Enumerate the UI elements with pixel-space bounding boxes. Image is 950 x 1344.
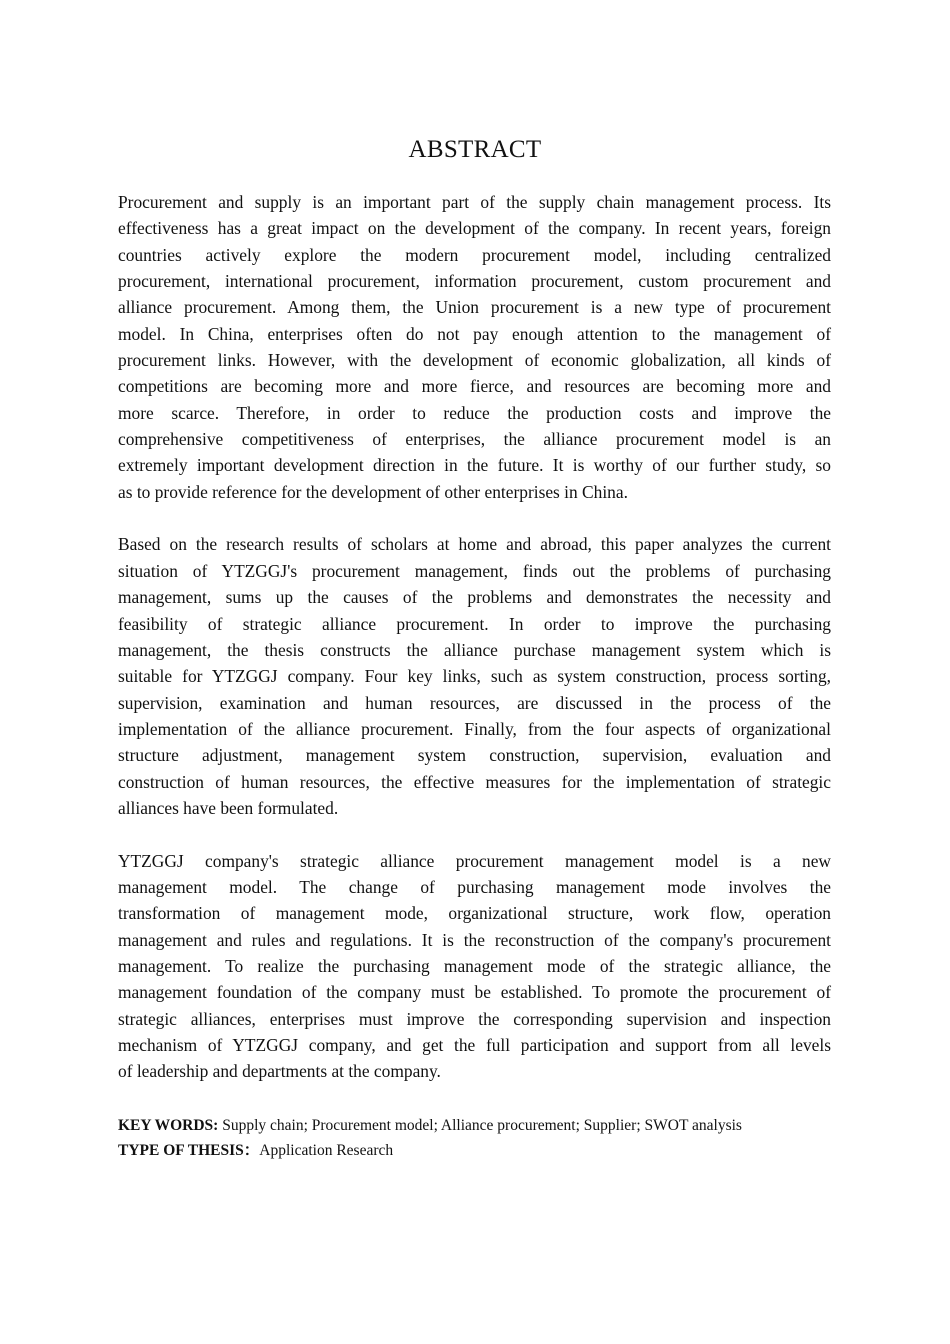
text-line: management, sums up the causes of the problems and demonstrates the necessity and <box>118 587 831 608</box>
abstract-title: ABSTRACT <box>408 136 542 163</box>
abstract-paragraph <box>118 189 831 505</box>
text-line: supervision, examination and human resources, are discussed in the process of the <box>118 692 831 713</box>
text-line: construction of human resources, the effective measures for the implementation of strategic <box>118 771 831 792</box>
thesis-type-value: Application Research <box>259 1142 394 1159</box>
text-line: YTZGGJ company's strategic alliance procurement management model is a new <box>118 850 831 871</box>
text-line: procurement, international procurement, information procurement, custom procurement and <box>118 271 831 292</box>
text-line: feasibility of strategic alliance procurement. In order to improve the purchasing <box>118 613 831 634</box>
text-line: as to provide reference for the development of other enterprises in China. <box>118 481 628 502</box>
text-line: management. To realize the purchasing management mode of the strategic alliance, the <box>118 955 831 976</box>
text-line: situation of YTZGGJ's procurement management, finds out the problems of purchasing <box>118 560 831 581</box>
text-line: procurement links. However, with the development of economic globalization, all kinds of <box>118 350 831 371</box>
text-line: comprehensive competitiveness of enterprises, the alliance procurement model is an <box>118 429 831 450</box>
abstract-paragraph <box>118 531 831 821</box>
text-line: extremely important development direction in the future. It is worthy of our further study, so <box>118 455 831 476</box>
text-line: model. In China, enterprises often do not pay enough attention to the management of <box>118 323 831 344</box>
text-line: alliances have been formulated. <box>118 797 339 818</box>
text-line: transformation of management mode, organizational structure, work flow, operation <box>118 903 831 924</box>
text-line: strategic alliances, enterprises must improve the corresponding supervision and inspection <box>118 1008 831 1029</box>
text-line: alliance procurement. Among them, the Union procurement is a new type of procurement <box>118 297 831 318</box>
keywords-line <box>118 1113 742 1138</box>
keywords-section <box>118 1113 742 1163</box>
text-line: competitions are becoming more and more fierce, and resources are becoming more and <box>118 376 831 397</box>
text-line: mechanism of YTZGGJ company, and get the full participation and support from all levels <box>118 1035 831 1055</box>
thesis-type-label: TYPE OF THESIS： <box>118 1142 260 1159</box>
text-line: countries actively explore the modern procurement model, including centralized <box>118 244 831 265</box>
text-line: management foundation of the company must be established. To promote the procurement of <box>118 982 831 1003</box>
text-line: effectiveness has a great impact on the development of the company. In recent years, foreign <box>118 218 831 239</box>
text-line: management model. The change of purchasing management mode involves the <box>118 876 831 897</box>
abstract-body <box>118 189 831 1111</box>
text-line: management and rules and regulations. It is the reconstruction of the company's procurement <box>118 929 831 950</box>
text-line: implementation of the alliance procurement. Finally, from the four aspects of organizational <box>118 718 831 739</box>
text-line: of leadership and departments at the company. <box>118 1061 441 1082</box>
text-line: more scarce. Therefore, in order to reduce the production costs and improve the <box>118 402 831 423</box>
text-line: Procurement and supply is an important part of the supply chain management process. Its <box>118 192 831 212</box>
text-line: structure adjustment, management system construction, supervision, evaluation and <box>118 745 831 766</box>
text-line: Based on the research results of scholars at home and abroad, this paper analyzes the current <box>118 534 831 555</box>
text-line: management, the thesis constructs the alliance purchase management system which is <box>118 639 831 660</box>
thesis-type-line <box>118 1138 742 1163</box>
keywords-value: Supply chain; Procurement model; Alliance procurement; Supplier; SWOT analysis <box>218 1117 742 1134</box>
text-line: suitable for YTZGGJ company. Four key links, such as system construction, process sorting, <box>118 666 831 687</box>
abstract-paragraph <box>118 848 831 1085</box>
keywords-label: KEY WORDS: <box>118 1117 219 1134</box>
